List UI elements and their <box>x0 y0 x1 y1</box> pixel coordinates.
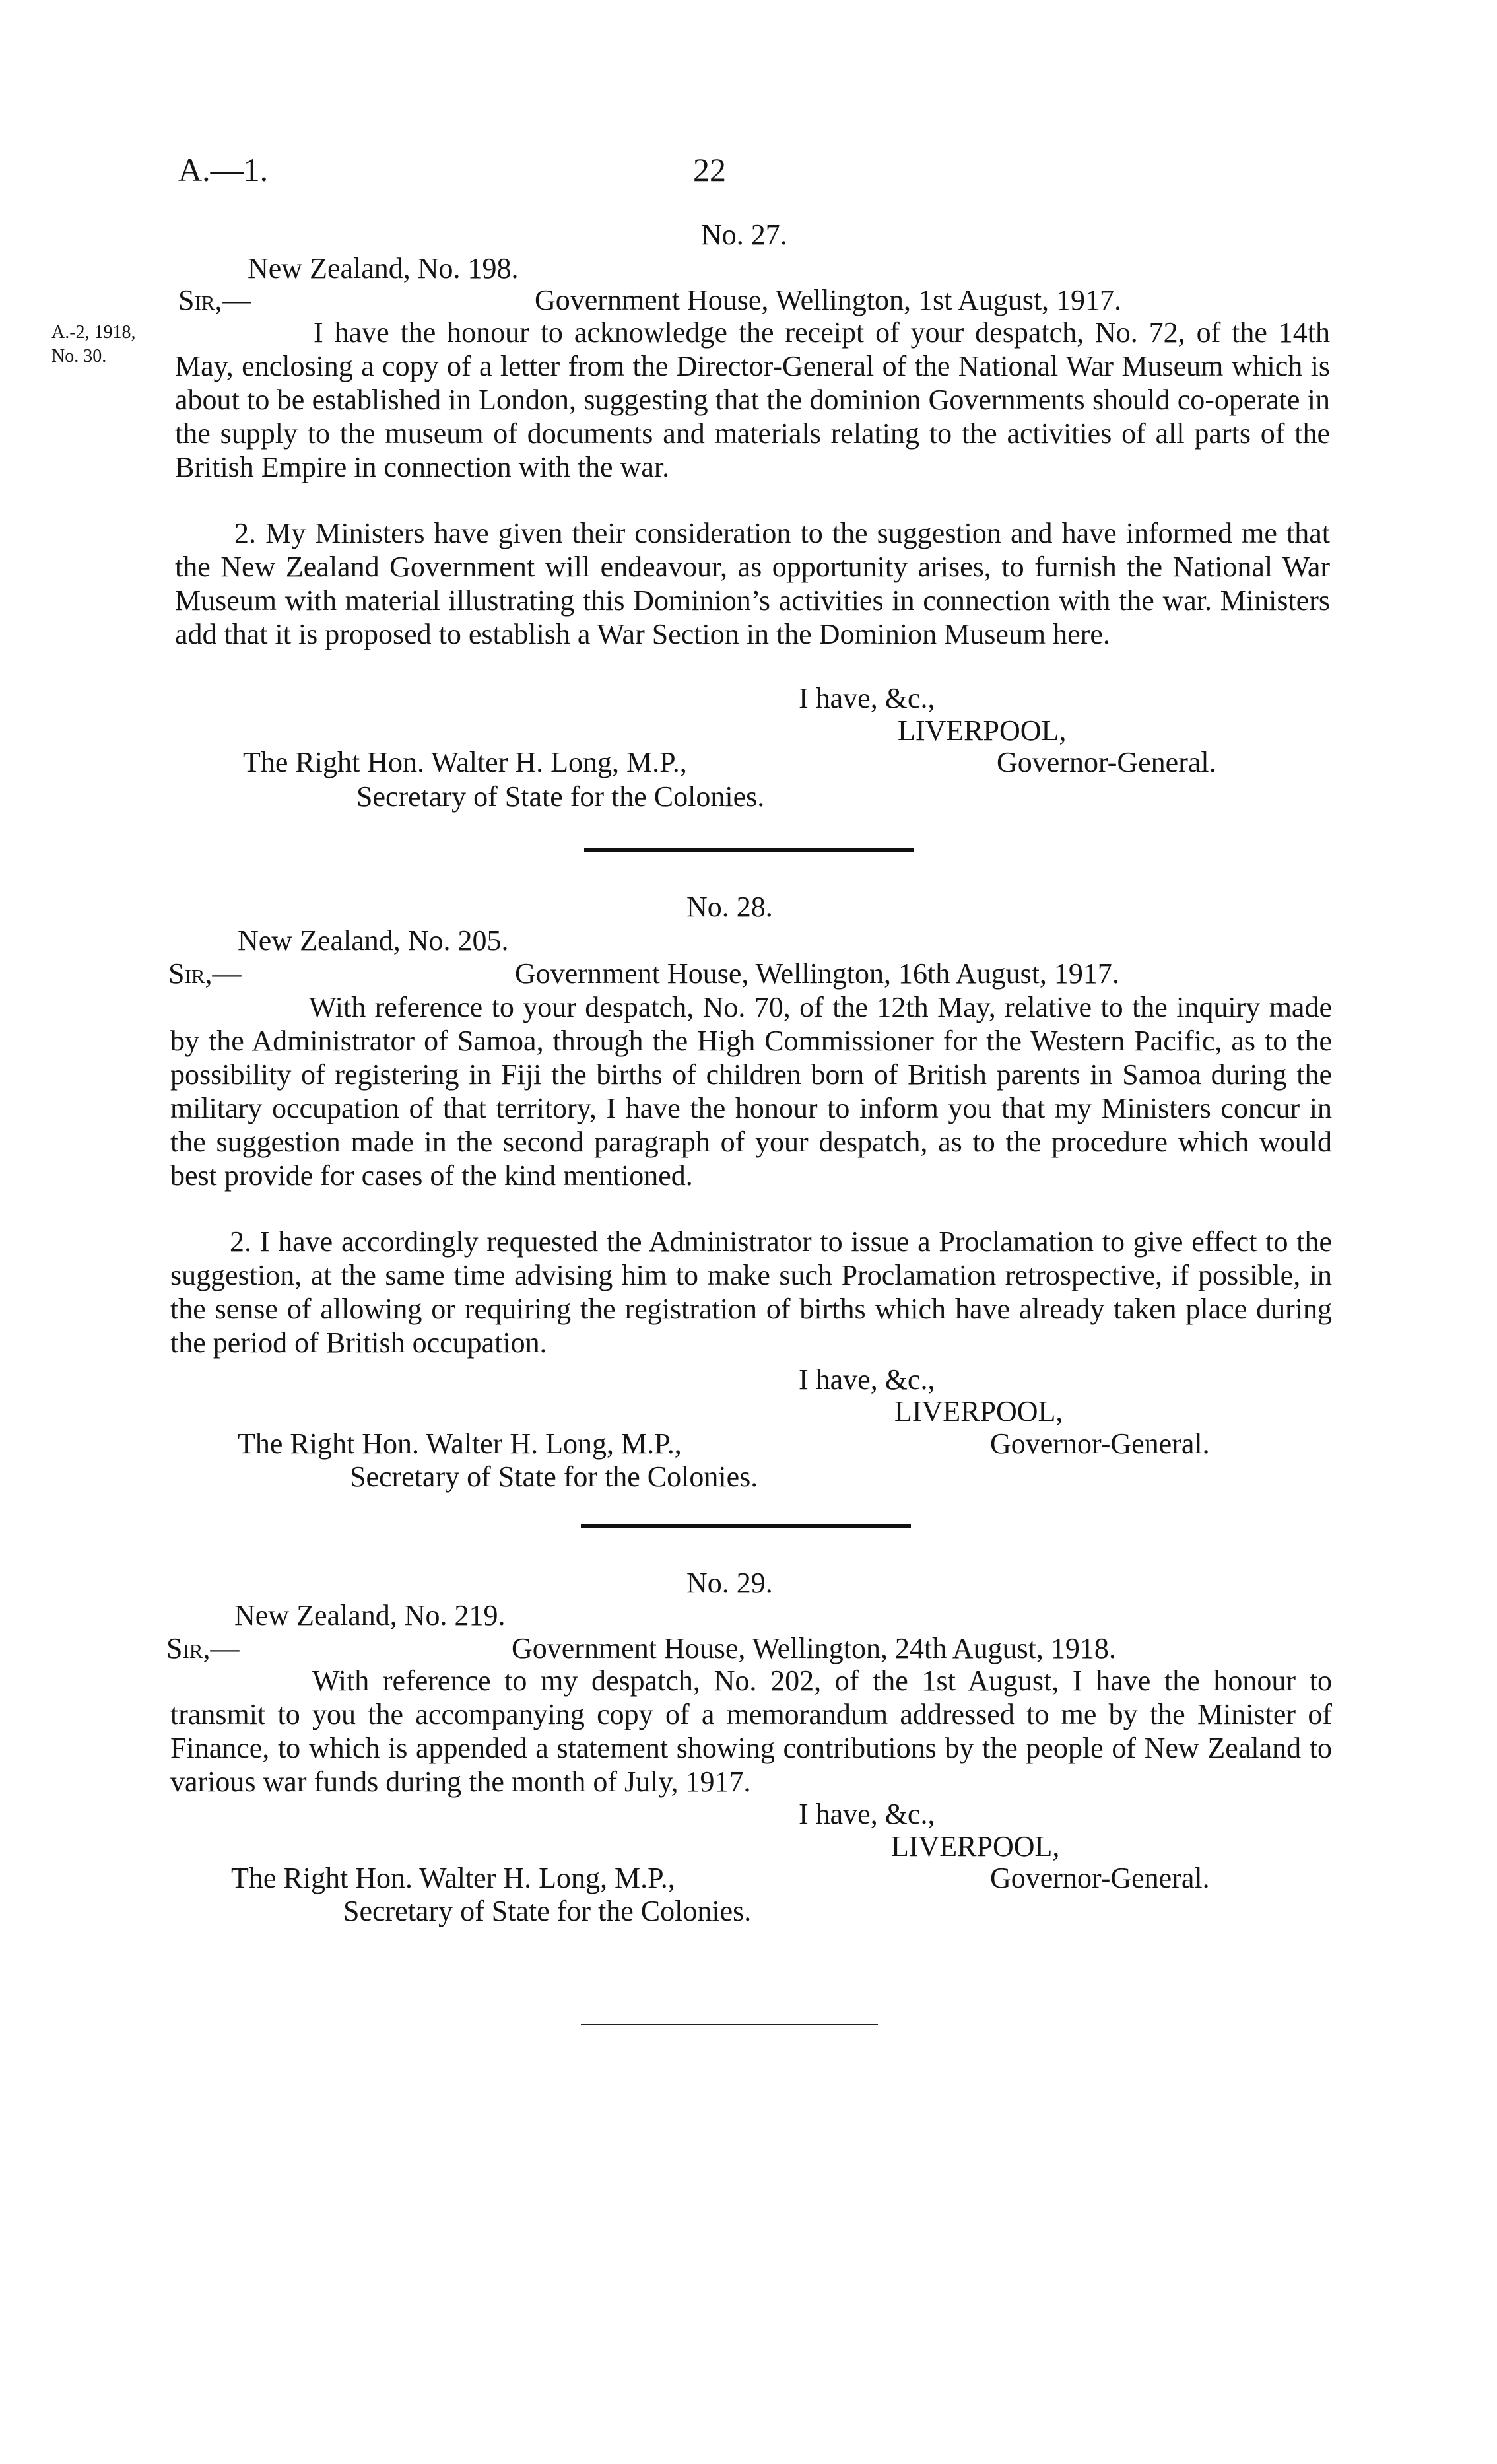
signatory-title: Governor-General. <box>990 1427 1210 1460</box>
margin-note-line-2: No. 30. <box>51 346 107 367</box>
recipient-office: Secretary of State for the Colonies. <box>356 780 765 813</box>
closing: I have, &c., <box>799 1363 935 1396</box>
letter-paragraph: With reference to my despatch, No. 202, of the 1st August, I have the honour to transmit to you the accompanying copy of a memorandum addressed to me by the Minister of Finance, to which is appended a statement showing contributions by the people of New Zealand to various war funds during the month of July, 1917. <box>170 1664 1332 1798</box>
page-number: 22 <box>693 151 726 188</box>
signatory-title: Governor-General. <box>990 1862 1210 1894</box>
letter-paragraph: 2. I have accordingly requested the Administrator to issue a Proclamation to give effect to the suggestion, at the same time advising him to make such Proclamation retrospective, if possible, in the sense of allowing or requiring the registration of births which have already taken place during the period of British occupation. <box>170 1225 1332 1359</box>
letter-number: No. 29. <box>686 1567 773 1599</box>
recipient-office: Secretary of State for the Colonies. <box>343 1895 752 1927</box>
margin-note-line-1: A.-2, 1918, <box>51 322 136 343</box>
recipient-name: The Right Hon. Walter H. Long, M.P., <box>231 1862 675 1894</box>
salutation: Sir,— <box>168 957 242 990</box>
nz-despatch-number: New Zealand, No. 219. <box>234 1599 506 1631</box>
page-header-left: A.—1. <box>178 151 269 188</box>
nz-despatch-number: New Zealand, No. 198. <box>248 252 519 285</box>
letter-number: No. 28. <box>686 891 773 923</box>
signature: LIVERPOOL, <box>898 714 1067 747</box>
signatory-title: Governor-General. <box>997 746 1216 778</box>
recipient-name: The Right Hon. Walter H. Long, M.P., <box>238 1427 682 1460</box>
section-divider <box>581 1524 911 1528</box>
margin-note <box>51 321 136 369</box>
nz-despatch-number: New Zealand, No. 205. <box>238 924 509 957</box>
letter-paragraph: I have the honour to acknowledge the receipt of your despatch, No. 72, of the 14th May, enclosing a copy of a letter from the Director-General of the National War Museum which is about to be established in London, suggesting that the dominion Governments should co-operate in the supply to the museum of documents and materials relating to the activities of all parts of the British Empire in connection with the war. <box>175 316 1330 484</box>
closing: I have, &c., <box>799 1798 935 1830</box>
letter-number: No. 27. <box>701 219 787 251</box>
closing: I have, &c., <box>799 682 935 714</box>
section-divider <box>584 848 914 852</box>
salutation: Sir,— <box>178 284 251 316</box>
sender-address: Government House, Wellington, 16th August, 1917. <box>515 957 1119 990</box>
letter-paragraph: With reference to your despatch, No. 70, of the 12th May, relative to the inquiry made by the Administrator of Samoa, through the High Commissioner for the Western Pacific, as to the possibility of registering in Fiji the births of children born of British parents in Samoa during the military occupation of that territory, I have the honour to inform you that my Ministers concur in the suggestion made in the second paragraph of your despatch, as to the procedure which would best provide for cases of the kind mentioned. <box>170 991 1332 1192</box>
sender-address: Government House, Wellington, 24th August, 1918. <box>512 1632 1116 1664</box>
sender-address: Government House, Wellington, 1st August, 1917. <box>535 284 1122 316</box>
recipient-office: Secretary of State for the Colonies. <box>350 1460 758 1493</box>
signature: LIVERPOOL, <box>891 1830 1060 1863</box>
salutation: Sir,— <box>166 1632 240 1664</box>
letter-paragraph: 2. My Ministers have given their consideration to the suggestion and have informed me that the New Zealand Government will endeavour, as opportunity arises, to furnish the National War Museum with material illustrating this Dominion’s activities in connection with the war. Ministers add that it is proposed to establish a War Section in the Dominion Museum here. <box>175 517 1330 651</box>
recipient-name: The Right Hon. Walter H. Long, M.P., <box>243 746 687 778</box>
end-rule <box>581 2024 878 2025</box>
signature: LIVERPOOL, <box>894 1395 1063 1427</box>
